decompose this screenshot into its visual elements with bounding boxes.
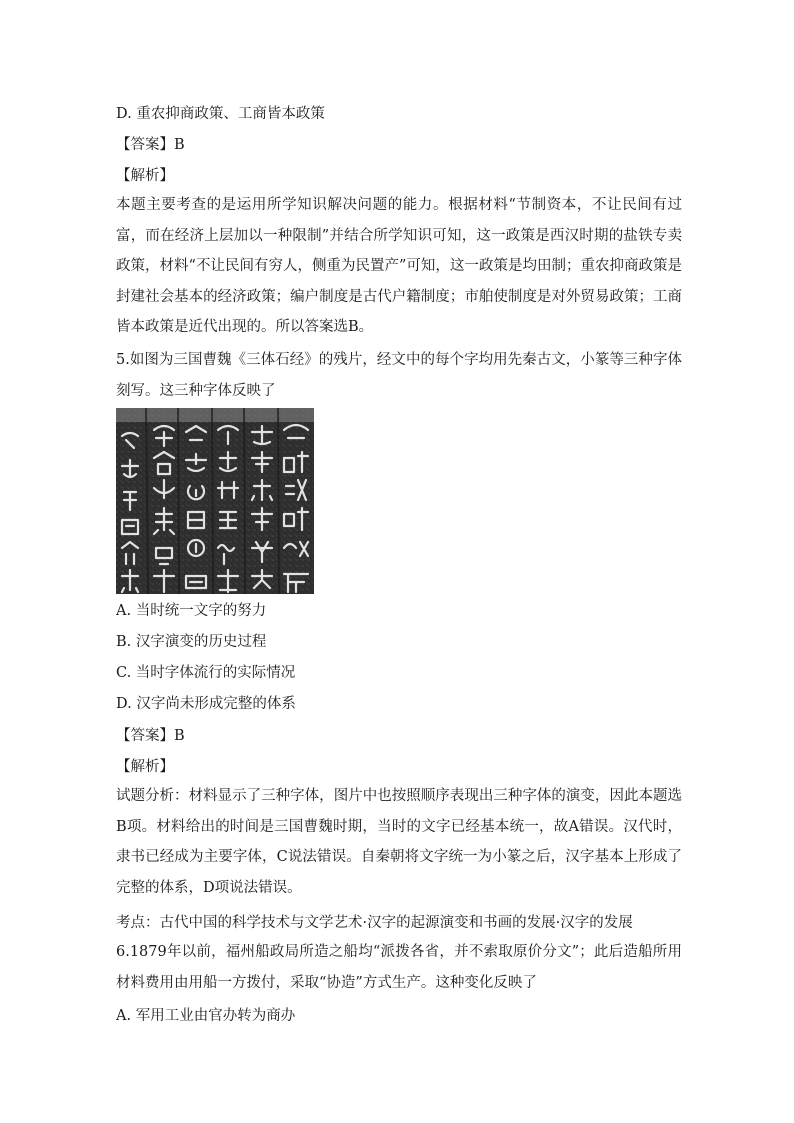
q6-option-a: A. 军用工业由官办转为商办	[116, 1008, 296, 1024]
q5-answer: 【答案】B	[116, 728, 185, 744]
q4-option-d: D. 重农抑商政策、工商皆本政策	[116, 106, 325, 122]
q5-stem: 5.如图为三国曹魏《三体石经》的残片，经文中的每个字均用先秦古文，小篆等三种字体刻写。这三种字体反映了	[116, 352, 682, 399]
q5-option-d: D. 汉字尚未形成完整的体系	[116, 696, 296, 712]
q5-option-b: B. 汉字演变的历史过程	[116, 634, 267, 650]
q5-option-a: A. 当时统一文字的努力	[116, 603, 267, 619]
q4-answer: 【答案】B	[116, 137, 185, 153]
stone-classics-rubbing-image	[116, 408, 314, 594]
q5-kaodian: 考点：古代中国的科学技术与文学艺术·汉字的起源演变和书画的发展·汉字的发展	[116, 915, 633, 931]
q4-analysis-label: 【解析】	[116, 168, 174, 184]
q5-analysis: 试题分析：材料显示了三种字体，图片中也按照顺序表现出三种字体的演变，因此本题选B项。材料给出的时间是三国曹魏时期，当时的文字已经基本统一，故A错误。汉代时，隶书已经成为主要字体，C说法错误。自秦朝将文字统一为小篆之后，汉字基本上形成了完整的体系，D项说法错误。	[116, 788, 682, 896]
q6-stem: 6.1879年以前，福州船政局所造之船均“派拨各省，并不索取原价分文”；此后造船所用材料费用由用船一方拨付，采取“协造”方式生产。这种变化反映了	[116, 944, 682, 991]
q5-analysis-label: 【解析】	[116, 759, 174, 775]
q4-analysis: 本题主要考查的是运用所学知识解决问题的能力。根据材料“节制资本，不让民间有过富，而在经济上层加以一种限制”并结合所学知识可知，这一政策是西汉时期的盐铁专卖政策，材料“不让民间有穷人，侧重为民置产”可知，这一政策是均田制；重农抑商政策是封建社会基本的经济政策；编户制度是古代户籍制度；市舶使制度是对外贸易政策；工商皆本政策是近代出现的。所以答案选B。	[116, 197, 682, 336]
q5-option-c: C. 当时字体流行的实际情况	[116, 665, 296, 681]
